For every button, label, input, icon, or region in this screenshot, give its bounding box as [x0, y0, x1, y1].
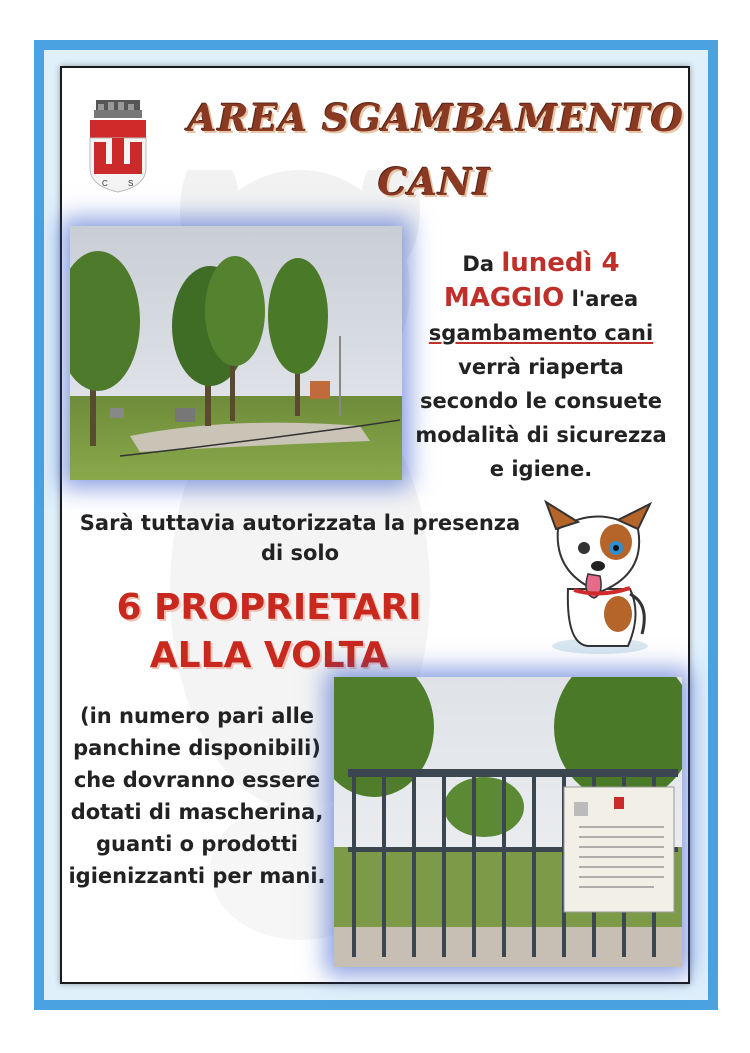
title-line-2: CANI	[378, 160, 492, 204]
announcement-month: MAGGIO	[443, 283, 565, 313]
announcement-prefix: Da	[462, 252, 495, 276]
presence-notice-text: Sarà tuttavia autorizzata la presenza di solo	[79, 511, 521, 565]
crest-letter-c: C	[102, 179, 108, 188]
reopening-announcement	[408, 246, 674, 486]
title-line-1: AREA SGAMBAMENTO	[188, 96, 684, 140]
announcement-date: lunedì 4	[501, 248, 620, 278]
announcement-area: sgambamento cani	[428, 321, 654, 345]
conditions-text: (in numero pari alle panchine disponibili) che dovranno essere dotati di mascherina, guanti o prodotti igienizzanti per mani.	[68, 704, 326, 888]
crest-letter-s: S	[128, 179, 134, 188]
park-trees-photo	[70, 226, 402, 480]
municipality-crest-icon	[82, 98, 154, 194]
park-gate-photo	[334, 677, 682, 967]
announcement-rest: verrà riaperta secondo le consuete modalità di sicurezza e igiene.	[415, 355, 667, 481]
announcement-after-month: l'area	[571, 287, 639, 311]
dog-illustration-icon	[538, 494, 656, 656]
owners-limit-headline: 6 PROPRIETARI ALLA VOLTA	[116, 587, 422, 676]
